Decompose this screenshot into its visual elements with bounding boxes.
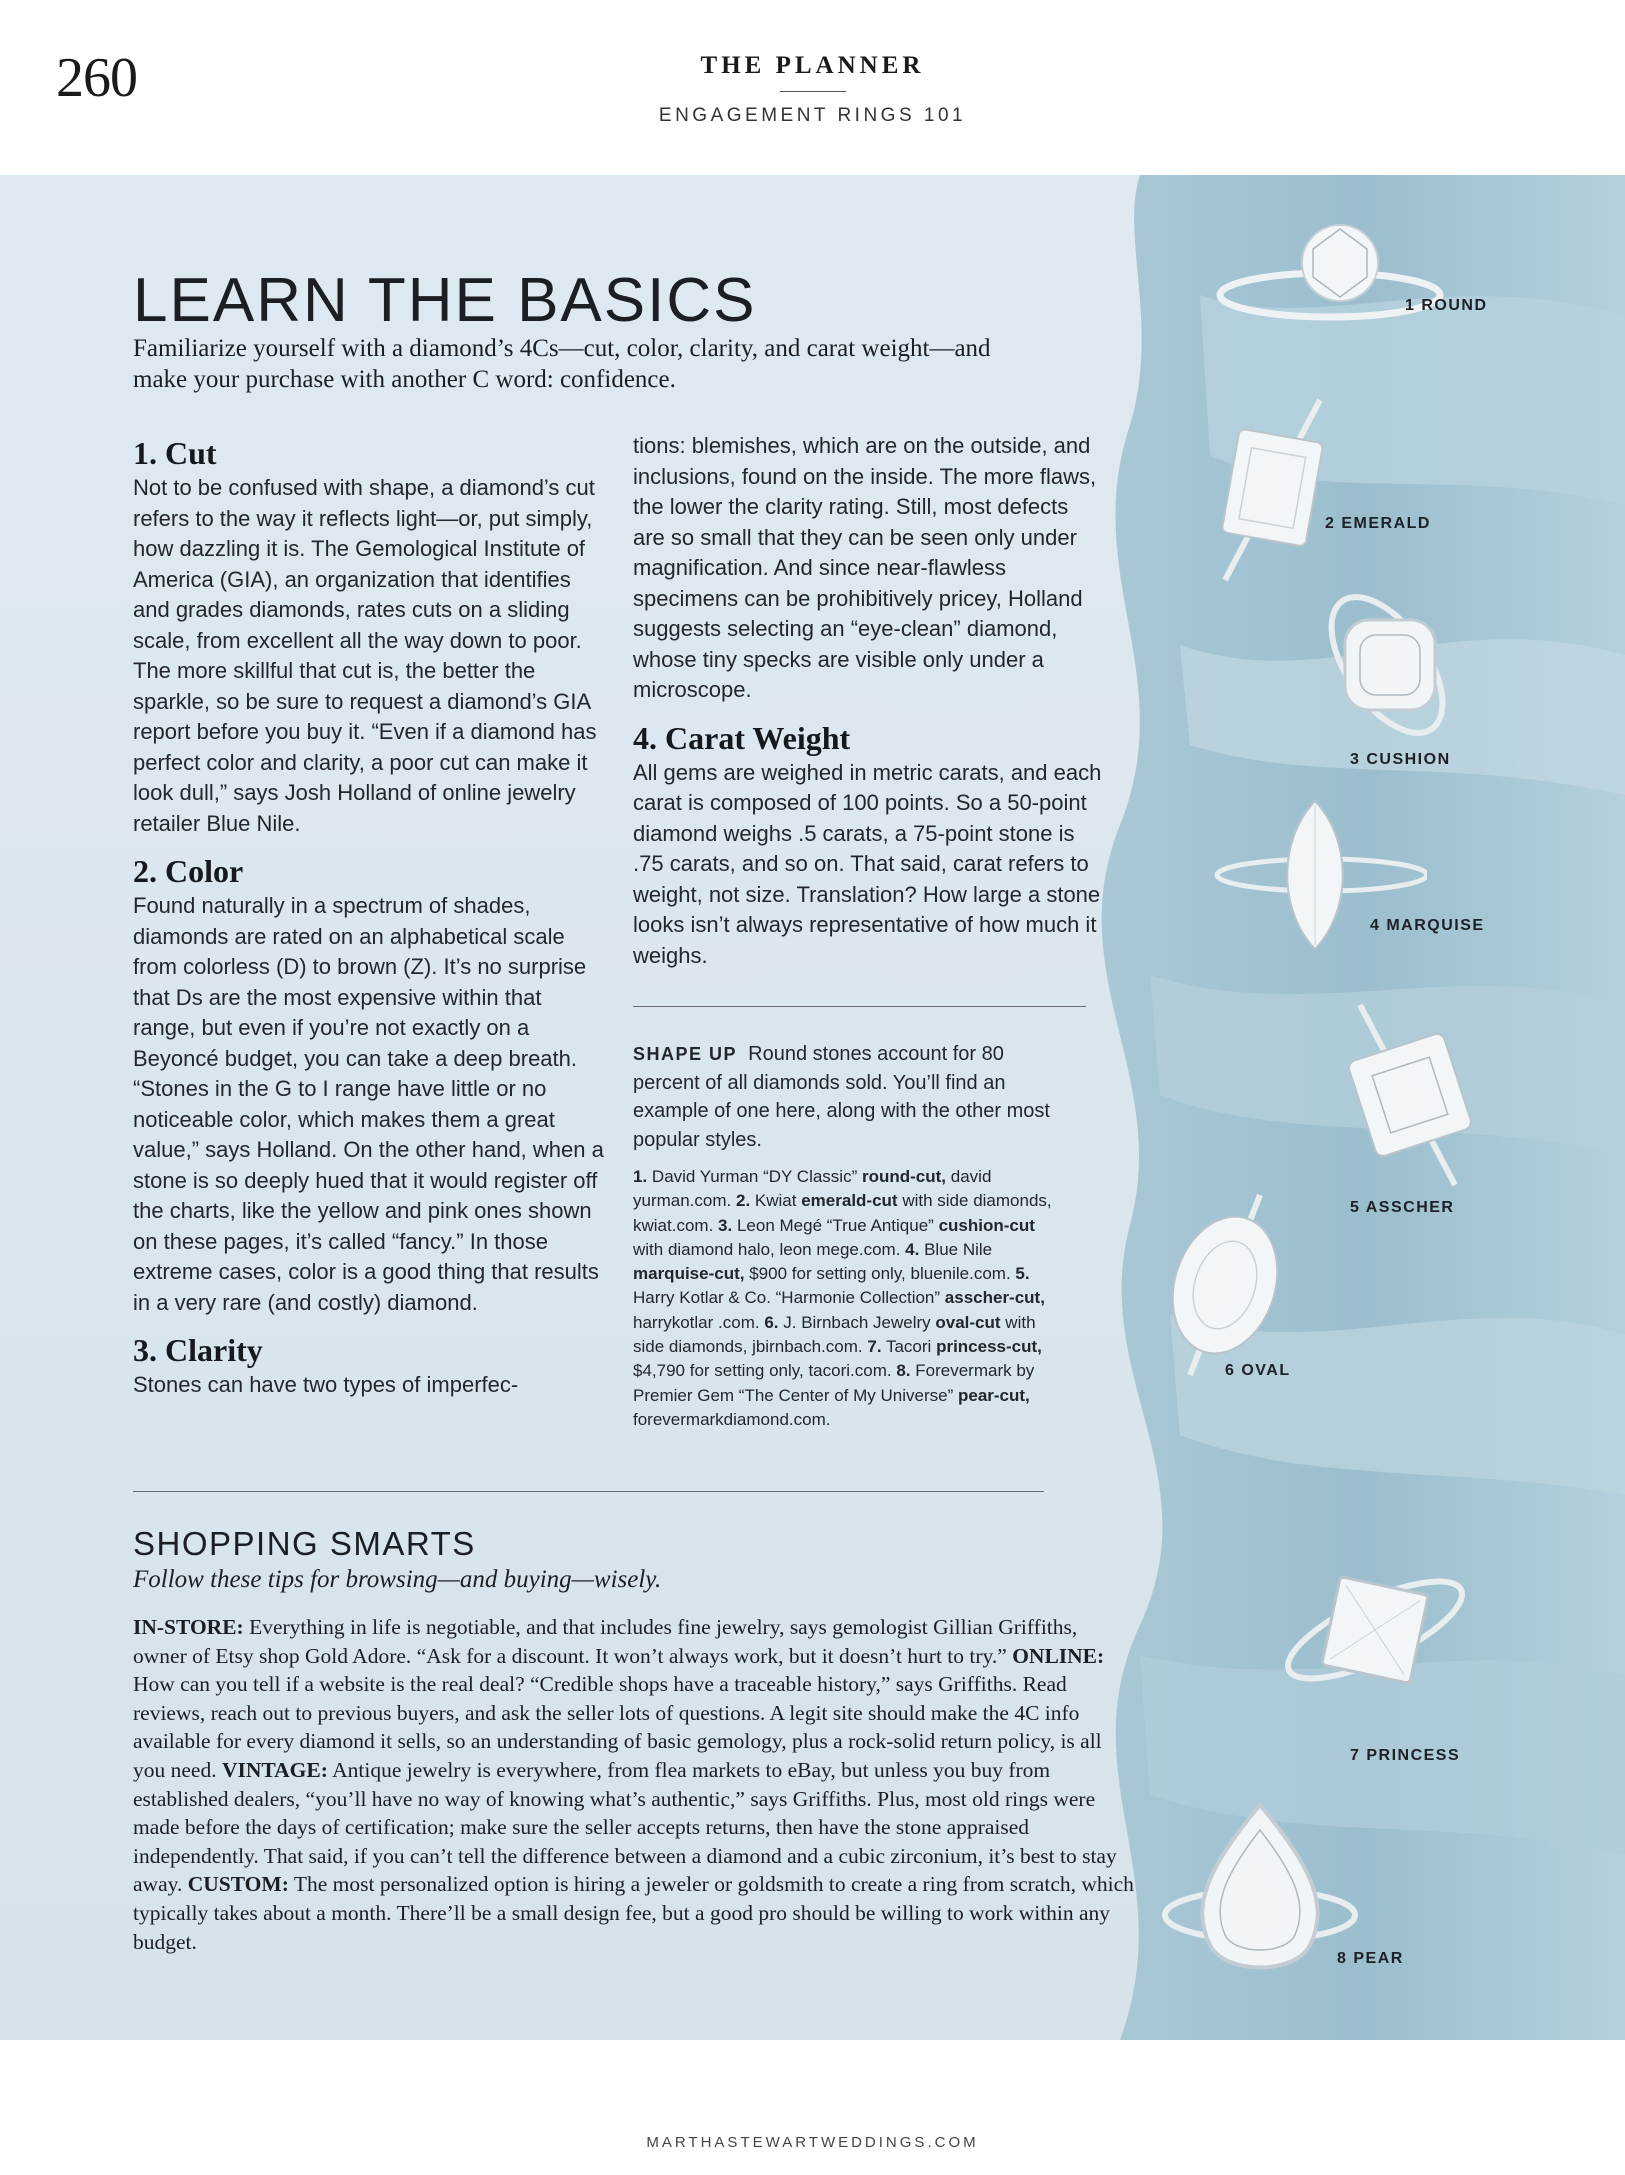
clarity-heading: 3. Clarity xyxy=(133,1332,263,1368)
article-title: LEARN THE BASICS xyxy=(133,266,757,335)
ring-round-image xyxy=(1215,215,1445,335)
column-left xyxy=(133,431,605,1401)
credit-item: 3. Leon Megé “True Antique” cushion-cut with diamond halo, leon mege.com. xyxy=(633,1215,1035,1259)
shopping-deck: Follow these tips for browsing—and buying—wisely. xyxy=(133,1566,662,1593)
shopping-body xyxy=(133,1613,1135,1956)
ring-label-oval: 6 OVAL xyxy=(1225,1362,1291,1379)
credit-item: 6. J. Birnbach Jewelry oval-cut with side diamonds, jbirnbach.com. xyxy=(633,1312,1036,1357)
color-heading: 2. Color xyxy=(133,853,244,889)
cut-body: Not to be confused with shape, a diamond’s cut refers to the way it reflects light—or, put simply, how dazzling it is. The Gemological Institute of America (GIA), an organization that identifies and grades diamonds, rates cuts on a sliding scale, from excellent all the way down to poor. The more skillful that cut is, the better the sparkle, so be sure to request a diamond’s GIA report before you buy it. “Even if a diamond has perfect color and clarity, a poor cut can make it look dull,” says Josh Holland of online jewelry retailer Blue Nile. xyxy=(133,475,597,836)
credit-item: 1. David Yurman “DY Classic” round-cut, david yurman.com. xyxy=(633,1167,992,1211)
ring-label-emerald: 2 EMERALD xyxy=(1325,515,1431,532)
article-deck: Familiarize yourself with a diamond’s 4Cs—cut, color, clarity, and carat weight—and make your purchase with another C word: confidence. xyxy=(133,335,991,393)
clarity-body-start: Stones can have two types of imperfec- xyxy=(133,1372,519,1397)
credit-item: 8. Forevermark by Premier Gem “The Center of My Universe” pear-cut, forevermarkdiamond.com. xyxy=(633,1361,1035,1429)
instore-label: IN-STORE: xyxy=(133,1615,244,1639)
ring-label-marquise: 4 MARQUISE xyxy=(1370,917,1485,934)
ring-label-asscher: 5 ASSCHER xyxy=(1350,1199,1455,1216)
online-label: ONLINE: xyxy=(1012,1643,1105,1668)
running-head xyxy=(0,52,1625,127)
shopping-heading: SHOPPING SMARTS xyxy=(133,1525,476,1562)
column-right xyxy=(633,431,1105,971)
carat-body: All gems are weighed in metric carats, and each carat is composed of 100 points. So a 50-point diamond weighs .5 carats, a 75-point stone is .75 carats, and so on. That said, carat refers to weight, not size. Translation? How large a stone looks isn’t always representative of how much it weighs. xyxy=(633,759,1102,968)
header-divider xyxy=(780,91,846,92)
ring-label-cushion: 3 CUSHION xyxy=(1350,751,1451,768)
credit-item: 7. Tacori princess-cut, $4,790 for setting only, tacori.com. xyxy=(633,1337,1042,1381)
ring-cushion-image xyxy=(1305,585,1470,745)
section-title: THE PLANNER xyxy=(700,52,925,79)
footer-url: MARTHASTEWARTWEDDINGS.COM xyxy=(646,2134,979,2151)
credit-item: 2. Kwiat emerald-cut with side diamonds, kwiat.com. xyxy=(633,1191,1052,1235)
ring-label-princess: 7 PRINCESS xyxy=(1350,1747,1461,1764)
custom-text: The most personalized option is hiring a jeweler or goldsmith to create a ring from scratch, which typically takes about a month. There’ll be a small design fee, but a good pro should be willing to work within any budget. xyxy=(133,1872,1134,1954)
ring-credits xyxy=(633,1165,1053,1432)
ring-asscher-image xyxy=(1325,995,1490,1195)
ring-label-round: 1 ROUND xyxy=(1405,297,1488,314)
ring-princess-image xyxy=(1275,1550,1475,1710)
shape-up-sidebar xyxy=(633,1040,1053,1154)
vintage-text: Antique jewelry is everywhere, from flea markets to eBay, but unless you buy from established dealers, “you’ll have no way of knowing what’s authentic,” says Griffiths. Plus, most old rings were made before the days of certification; make sure the seller accepts returns, then have the stone appraised independently. That said, if you can’t tell the difference between a diamond and a cubic zirconium, it’s best to stay away. xyxy=(133,1757,1117,1897)
instore-text: Everything in life is negotiable, and that includes fine jewelry, says gemologist Gillian Griffiths, owner of Etsy shop Gold Adore. “Ask for a discount. It won’t always work, but it doesn’t hurt to try.” xyxy=(133,1615,1078,1668)
cut-heading: 1. Cut xyxy=(133,435,217,471)
ring-oval-image xyxy=(1150,1185,1300,1385)
shape-up-divider xyxy=(633,1006,1086,1007)
section-subtitle: ENGAGEMENT RINGS 101 xyxy=(658,105,967,126)
ring-emerald-image xyxy=(1205,390,1340,590)
shape-up-label: SHAPE UP xyxy=(633,1044,738,1064)
custom-label: CUSTOM: xyxy=(187,1872,289,1897)
shopping-divider xyxy=(133,1491,1044,1492)
carat-heading: 4. Carat Weight xyxy=(633,719,851,756)
page-number: 260 xyxy=(56,47,137,109)
online-text: How can you tell if a website is the real deal? “Credible shops have a traceable history,” says Griffiths. Read reviews, reach out to previous buyers, and ask the seller lots of questions. A legit site should make the 4C info available for every diamond it sells, so an understanding of basic gemology, plus a rock-solid return policy, is all you need. xyxy=(133,1672,1102,1782)
shape-up-text: Round stones account for 80 percent of all diamonds sold. You’ll find an example of one here, along with the other most popular styles. xyxy=(633,1043,1050,1151)
color-body: Found naturally in a spectrum of shades, diamonds are rated on an alphabetical scale from colorless (D) to brown (Z). It’s no surprise that Ds are the most expensive within that range, but even if you’re not exactly on a Beyoncé budget, you can take a deep breath. “Stones in the G to I range have little or no noticeable color, which makes them a great value,” says Holland. On the other hand, when a stone is so deeply hued that it would register off the charts, like the yellow and pink ones shown on these pages, it’s called “fancy.” In those extreme cases, color is a good thing that results in a very rare (and costly) diamond. xyxy=(133,893,604,1315)
ring-pear-image xyxy=(1160,1795,1360,1995)
credit-item: 4. Blue Nile marquise-cut, $900 for setting only, bluenile.com. xyxy=(633,1239,1011,1284)
clarity-body-continued: tions: blemishes, which are on the outside, and inclusions, found on the inside. The more flaws, the lower the clarity rating. Still, most defects are so small that they can be seen only under magnification. And since near-flawless specimens can be prohibitively pricey, Holland suggests selecting an “eye-clean” diamond, whose tiny specks are visible only under a microscope. xyxy=(633,433,1097,702)
ring-label-pear: 8 PEAR xyxy=(1337,1950,1404,1967)
credit-item: 5. Harry Kotlar & Co. “Harmonie Collection” asscher-cut, harrykotlar .com. xyxy=(633,1264,1045,1332)
vintage-label: VINTAGE: xyxy=(221,1757,328,1782)
